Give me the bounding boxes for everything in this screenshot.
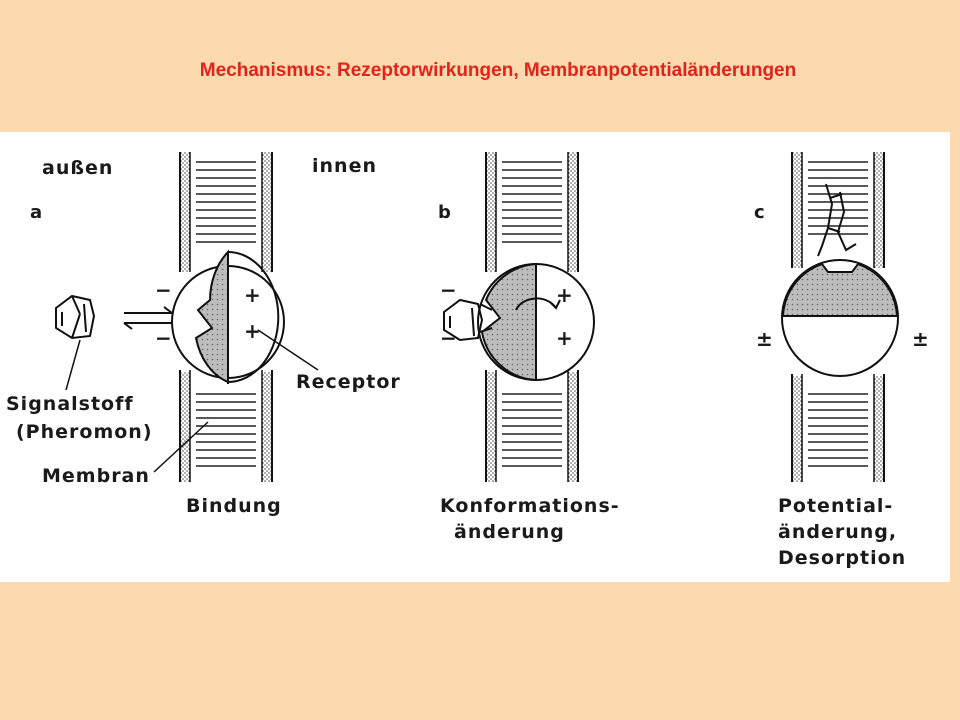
caption-conformation-line1: Konformations- — [440, 495, 620, 517]
label-signal-line2: (Pheromon) — [16, 421, 153, 443]
panel-b — [438, 152, 620, 543]
charge-minus-bottom: − — [440, 326, 458, 350]
caption-potential-line3: Desorption — [778, 547, 907, 569]
panel-letter-a: a — [30, 202, 44, 223]
panel-a — [6, 152, 401, 517]
membrane-segment-lower — [180, 370, 272, 482]
pheromone-molecule-released-icon — [818, 184, 856, 256]
receptor-mechanism-figure — [0, 132, 950, 582]
panel-letter-b: b — [438, 202, 452, 223]
membrane-segment-lower — [792, 374, 884, 482]
label-membrane: Membran — [42, 465, 150, 487]
label-outside: außen — [42, 157, 114, 179]
signal-pointer — [66, 340, 80, 390]
membrane-segment-lower — [486, 370, 578, 482]
panel-letter-c: c — [754, 202, 766, 223]
caption-conformation-line2: änderung — [454, 521, 565, 543]
caption-binding: Bindung — [186, 495, 282, 517]
membrane-segment-upper — [486, 152, 578, 272]
charge-minus-bottom: − — [155, 326, 173, 350]
label-receptor: Receptor — [296, 371, 401, 393]
label-signal-line1: Signalstoff — [6, 393, 134, 415]
caption-potential-line1: Potential- — [778, 495, 894, 517]
charge-plus-top: + — [556, 283, 574, 307]
pheromone-molecule-icon — [56, 296, 94, 338]
charge-plus-bottom: + — [244, 319, 262, 343]
caption-potential-line2: änderung, — [778, 521, 898, 543]
charge-plusminus-left: ± — [756, 327, 774, 351]
charge-plus-top: + — [244, 283, 262, 307]
charge-minus-top: − — [440, 278, 458, 302]
charge-plusminus-right: ± — [912, 327, 930, 351]
receptor-open — [782, 260, 898, 376]
membrane-segment-upper — [792, 152, 884, 268]
panel-c — [754, 152, 930, 569]
charge-minus-top: − — [155, 278, 173, 302]
charge-plus-bottom: + — [556, 326, 574, 350]
label-inside: innen — [312, 155, 377, 177]
slide-title: Mechanismus: Rezeptorwirkungen, Membranpotentialänderungen — [199, 60, 797, 81]
receptor-conformation — [478, 264, 594, 380]
